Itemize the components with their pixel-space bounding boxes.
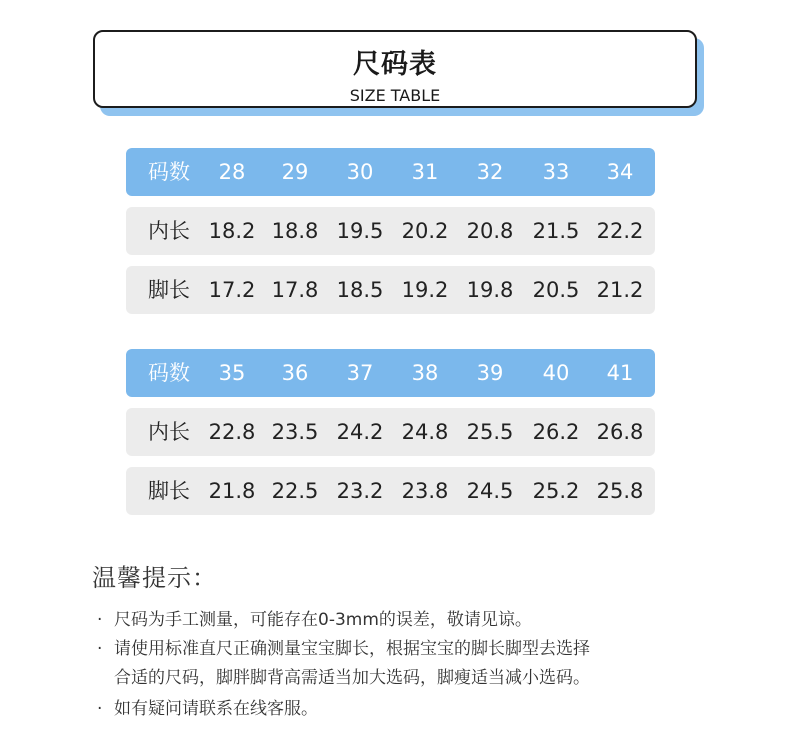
header-cell-size: 39 [476, 361, 504, 385]
header-cell-size: 41 [606, 361, 634, 385]
header-cell-size: 30 [346, 160, 374, 184]
header-cell-size: 36 [281, 361, 309, 385]
table-cell: 24.8 [401, 420, 449, 444]
bullet-icon: · [97, 610, 103, 630]
table-cell: 24.5 [466, 479, 514, 503]
tip-item-continuation [97, 663, 590, 693]
tip-text: 合适的尺码，脚胖脚背高需适当加大选码，脚瘦适当减小选码。 [114, 668, 590, 688]
row-label: 内长 [148, 420, 190, 444]
tip-text: 尺码为手工测量，可能存在0-3mm的误差，敬请见谅。 [114, 610, 532, 630]
table-cell: 21.2 [596, 278, 644, 302]
size-table-1 [126, 148, 655, 325]
table-header-row [126, 349, 655, 397]
table-row-inner-length [126, 408, 655, 456]
table-cell: 22.5 [271, 479, 319, 503]
table-cell: 18.2 [208, 219, 256, 243]
bullet-icon: · [97, 699, 103, 719]
row-label: 脚长 [148, 278, 190, 302]
header-cell-size: 29 [281, 160, 309, 184]
header-cell-size: 38 [411, 361, 439, 385]
title-card [93, 30, 697, 108]
row-label: 内长 [148, 219, 190, 243]
table-cell: 21.5 [532, 219, 580, 243]
table-cell: 25.8 [596, 479, 644, 503]
table-cell: 18.5 [336, 278, 384, 302]
header-cell-label: 码数 [148, 160, 190, 184]
table-cell: 19.5 [336, 219, 384, 243]
table-cell: 18.8 [271, 219, 319, 243]
header-cell-size: 35 [218, 361, 246, 385]
table-cell: 20.8 [466, 219, 514, 243]
table-row-foot-length [126, 266, 655, 314]
table-cell: 20.2 [401, 219, 449, 243]
table-cell: 23.8 [401, 479, 449, 503]
header-cell-size: 40 [542, 361, 570, 385]
table-cell: 21.8 [208, 479, 256, 503]
row-label: 脚长 [148, 479, 190, 503]
table-cell: 26.2 [532, 420, 580, 444]
tip-item [97, 605, 532, 635]
tips-heading: 温馨提示： [92, 564, 217, 592]
table-cell: 25.2 [532, 479, 580, 503]
page-subtitle: SIZE TABLE [349, 86, 441, 105]
size-table-2 [126, 349, 655, 526]
header-cell-size: 28 [218, 160, 246, 184]
table-cell: 25.5 [466, 420, 514, 444]
table-cell: 26.8 [596, 420, 644, 444]
tip-item [97, 634, 590, 664]
table-cell: 17.2 [208, 278, 256, 302]
table-cell: 20.5 [532, 278, 580, 302]
table-cell: 17.8 [271, 278, 319, 302]
bullet-icon: · [97, 639, 103, 659]
table-cell: 23.5 [271, 420, 319, 444]
tip-item [97, 694, 318, 724]
table-cell: 22.2 [596, 219, 644, 243]
page-title: 尺码表 [353, 49, 437, 80]
table-cell: 19.8 [466, 278, 514, 302]
header-cell-size: 33 [542, 160, 570, 184]
table-header-row [126, 148, 655, 196]
tip-text: 请使用标准直尺正确测量宝宝脚长，根据宝宝的脚长脚型去选择 [114, 639, 590, 659]
table-row-inner-length [126, 207, 655, 255]
header-cell-size: 34 [606, 160, 634, 184]
table-cell: 24.2 [336, 420, 384, 444]
table-cell: 19.2 [401, 278, 449, 302]
tip-text: 如有疑问请联系在线客服。 [114, 699, 318, 719]
table-cell: 23.2 [336, 479, 384, 503]
table-cell: 22.8 [208, 420, 256, 444]
header-cell-size: 37 [346, 361, 374, 385]
table-row-foot-length [126, 467, 655, 515]
header-cell-label: 码数 [148, 361, 190, 385]
header-cell-size: 32 [476, 160, 504, 184]
header-cell-size: 31 [411, 160, 439, 184]
